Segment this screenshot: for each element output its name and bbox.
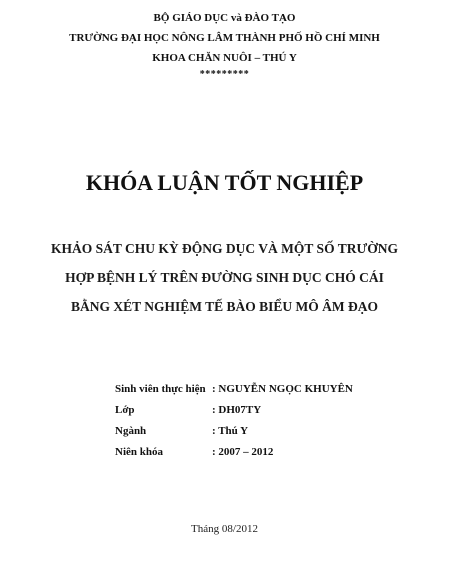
ministry-name: BỘ GIÁO DỤC và ĐÀO TẠO — [153, 12, 296, 24]
university-name: TRƯỜNG ĐẠI HỌC NÔNG LÂM THÀNH PHỐ HỒ CHÍ MINH — [69, 32, 380, 44]
info-label-student: Sinh viên thực hiện — [115, 383, 206, 395]
info-value-class: : DH07TY — [212, 404, 262, 416]
info-label-academic-year: Niên khóa — [115, 446, 163, 458]
thesis-type-heading: KHÓA LUẬN TỐT NGHIỆP — [85, 170, 364, 195]
header-separator: ********* — [199, 69, 250, 80]
faculty-name: KHOA CHĂN NUÔI – THÚ Y — [152, 52, 297, 64]
thesis-title-line-1: KHẢO SÁT CHU KỲ ĐỘNG DỤC VÀ MỘT SỐ TRƯỜNG — [51, 241, 398, 256]
thesis-title-line-2: HỢP BỆNH LÝ TRÊN ĐƯỜNG SINH DỤC CHÓ CÁI — [65, 270, 384, 285]
submission-date: Tháng 08/2012 — [191, 523, 258, 535]
info-value-major: : Thú Y — [212, 425, 249, 437]
info-label-major: Ngành — [115, 425, 147, 437]
thesis-title-line-3: BẰNG XÉT NGHIỆM TẾ BÀO BIỂU MÔ ÂM ĐẠO — [70, 299, 379, 314]
info-value-student: : NGUYỄN NGỌC KHUYÊN — [212, 383, 353, 395]
info-label-class: Lớp — [115, 404, 135, 416]
info-value-academic-year: : 2007 – 2012 — [212, 446, 274, 458]
